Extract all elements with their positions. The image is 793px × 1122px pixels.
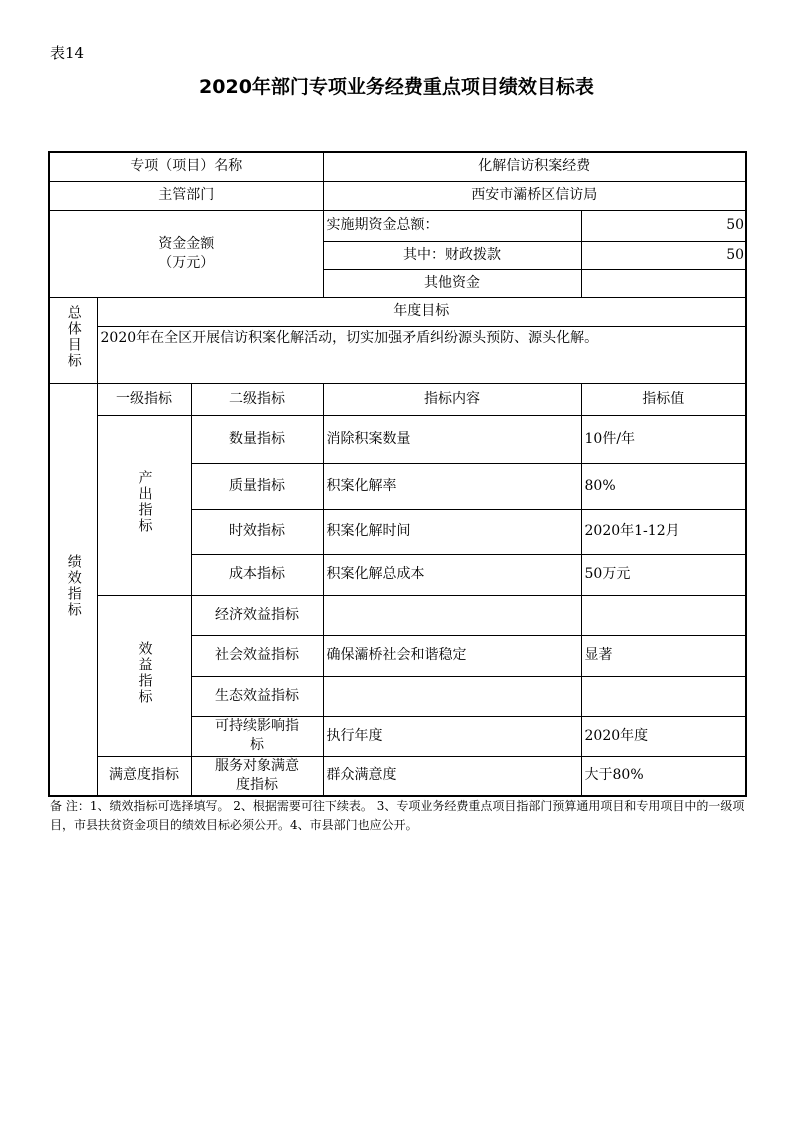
- indicator-content: 群众满意度: [323, 756, 581, 796]
- level2-indicator: 数量指标: [191, 415, 323, 463]
- project-name: 化解信访积案经费: [323, 152, 746, 181]
- indicator-content: 积案化解率: [323, 463, 581, 509]
- total-funds: 50: [581, 210, 746, 241]
- annual-goal-text: 2020年在全区开展信访积案化解活动，切实加强矛盾纠纷源头预防、源头化解。: [97, 326, 746, 383]
- level2-indicator: 服务对象满意度指标: [191, 756, 323, 796]
- fiscal-funds: 50: [581, 241, 746, 269]
- table-number: 表14: [50, 44, 85, 62]
- satisfaction-indicator-label: 满意度指标: [97, 756, 191, 796]
- fiscal-funds-label: 其中：财政拨款: [323, 241, 581, 269]
- other-funds-label: 其他资金: [323, 269, 581, 297]
- department-label: 主管部门: [49, 181, 323, 210]
- level2-indicator: 成本指标: [191, 554, 323, 595]
- header-level1: 一级指标: [97, 383, 191, 415]
- indicator-value: 2020年1-12月: [581, 509, 746, 554]
- header-value: 指标值: [581, 383, 746, 415]
- indicator-value: [581, 595, 746, 635]
- performance-label-text: 绩效指标: [65, 554, 82, 619]
- indicator-value: 显著: [581, 635, 746, 676]
- annual-goal-label: 年度目标: [97, 297, 746, 326]
- indicator-content: 确保灞桥社会和谐稳定: [323, 635, 581, 676]
- level2-indicator: 生态效益指标: [191, 676, 323, 716]
- department: 西安市灞桥区信访局: [323, 181, 746, 210]
- overall-goal-label-text: 总体目标: [65, 305, 82, 369]
- table-row: [49, 595, 746, 635]
- indicator-content: 执行年度: [323, 716, 581, 756]
- benefit-indicator-label: [97, 595, 191, 756]
- footnote: 备 注：1、绩效指标可选择填写。 2、根据需要可往下续表。 3、专项业务经费重点项目指部门预算通用项目和专用项目中的一级项目，市县扶贫资金项目的绩效目标必须公开。4、市县部门也应公开。: [50, 799, 745, 832]
- table-row: [49, 415, 746, 463]
- indicator-content: [323, 595, 581, 635]
- table-row: [49, 756, 746, 796]
- benefit-indicator-text: 效益指标: [136, 640, 153, 705]
- header-level2: 二级指标: [191, 383, 323, 415]
- level2-indicator: 时效指标: [191, 509, 323, 554]
- indicator-value: 10件/年: [581, 415, 746, 463]
- level2-indicator: 经济效益指标: [191, 595, 323, 635]
- performance-label: [49, 383, 97, 796]
- output-indicator-label: [97, 415, 191, 595]
- level2-indicator: 质量指标: [191, 463, 323, 509]
- other-funds: [581, 269, 746, 297]
- project-name-label: 专项（项目）名称: [49, 152, 323, 181]
- indicator-content: 积案化解总成本: [323, 554, 581, 595]
- page-title: 2020年部门专项业务经费重点项目绩效目标表: [199, 76, 594, 98]
- indicator-value: [581, 676, 746, 716]
- indicator-value: 50万元: [581, 554, 746, 595]
- overall-goal-label: [49, 297, 97, 383]
- level2-indicator: 社会效益指标: [191, 635, 323, 676]
- level2-indicator: 可持续影响指标: [191, 716, 323, 756]
- funding-label: [49, 210, 323, 297]
- funding-label-text: 资金金额: [158, 235, 215, 252]
- indicator-content: 消除积案数量: [323, 415, 581, 463]
- indicator-value: 2020年度: [581, 716, 746, 756]
- indicator-value: 大于80%: [581, 756, 746, 796]
- output-indicator-text: 产出指标: [136, 470, 153, 534]
- header-content: 指标内容: [323, 383, 581, 415]
- total-funds-label: 实施期资金总额：: [323, 210, 581, 241]
- performance-goal-table: [48, 151, 747, 797]
- indicator-value: 80%: [581, 463, 746, 509]
- funding-unit: （万元）: [158, 254, 215, 271]
- indicator-content: 积案化解时间: [323, 509, 581, 554]
- indicator-content: [323, 676, 581, 716]
